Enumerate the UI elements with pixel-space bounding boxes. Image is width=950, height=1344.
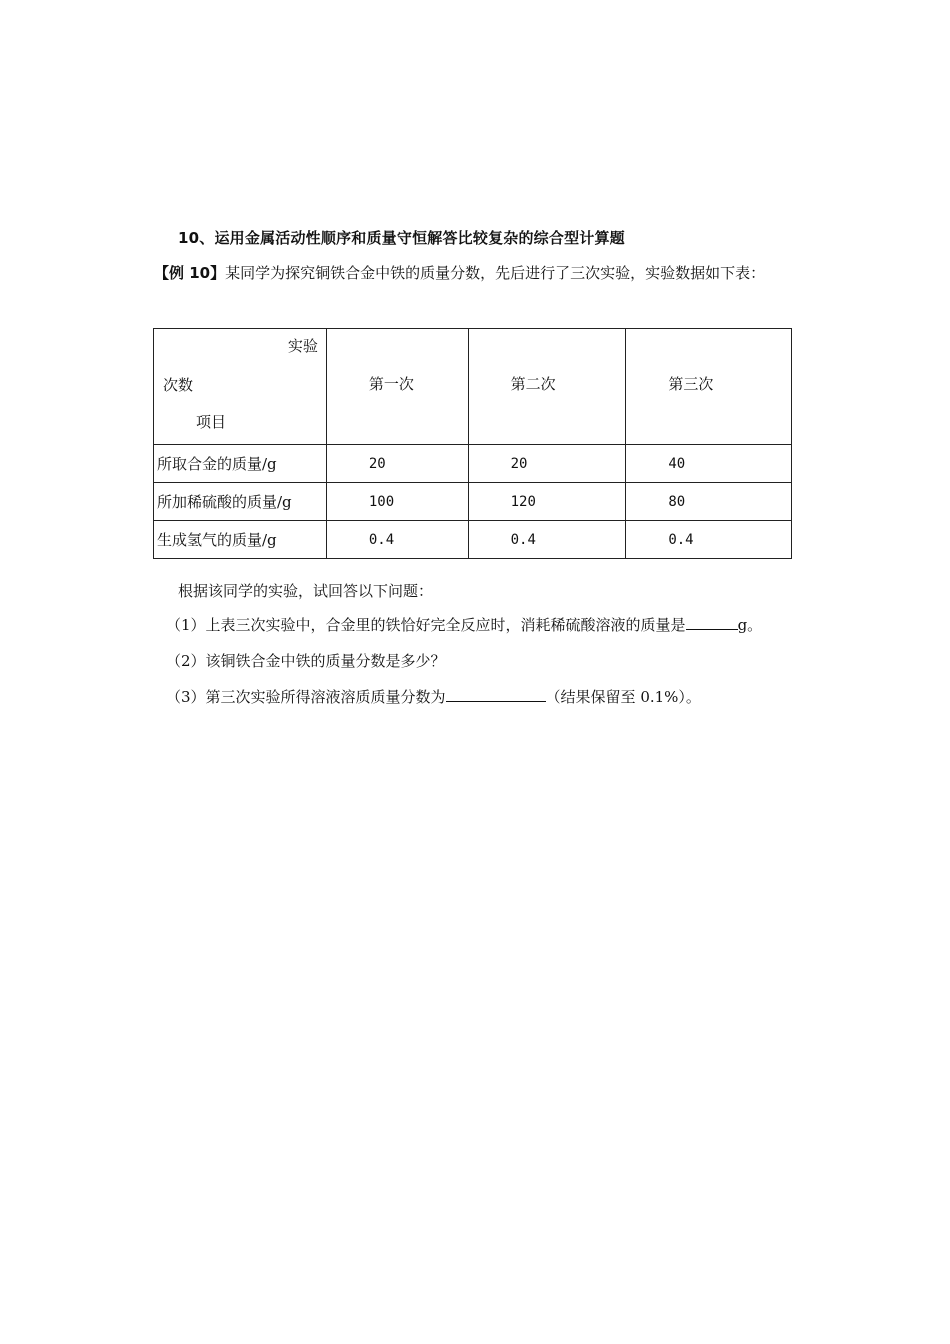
row-label: 所取合金的质量/g <box>154 445 327 483</box>
section-heading: 10、运用金属活动性顺序和质量守恒解答比较复杂的综合型计算题 <box>178 229 625 247</box>
answer-blank-3 <box>446 688 546 702</box>
answer-blank-1 <box>686 616 738 630</box>
question-1-text: （1）上表三次实验中，合金里的铁恰好完全反应时，消耗稀硫酸溶液的质量是 <box>166 616 686 634</box>
table-cell: 20 <box>468 445 626 483</box>
question-3-text: （3）第三次实验所得溶液溶质质量分数为 <box>166 688 446 706</box>
example-text: 某同学为探究铜铁合金中铁的质量分数，先后进行了三次实验，实验数据如下表： <box>225 264 766 282</box>
row-label: 所加稀硫酸的质量/g <box>154 483 327 521</box>
table-cell: 0.4 <box>626 521 792 559</box>
column-header-1: 第一次 <box>326 329 468 445</box>
question-2: （2）该铜铁合金中铁的质量分数是多少？ <box>166 652 446 670</box>
question-1-unit: g。 <box>737 616 763 634</box>
example-tag: 【例 10】 <box>154 264 226 282</box>
table-cell: 20 <box>326 445 468 483</box>
diag-label-count: 次数 <box>163 376 194 394</box>
table-header-row <box>154 329 792 445</box>
table-row <box>154 445 792 483</box>
question-1 <box>166 614 762 635</box>
row-label: 生成氢气的质量/g <box>154 521 327 559</box>
column-header-2: 第二次 <box>468 329 626 445</box>
table-cell: 120 <box>468 483 626 521</box>
experiment-table <box>153 328 792 559</box>
table-cell: 100 <box>326 483 468 521</box>
diag-label-item: 项目 <box>196 413 227 431</box>
table-cell: 80 <box>626 483 792 521</box>
column-header-3: 第三次 <box>626 329 792 445</box>
table-row <box>154 483 792 521</box>
table-cell: 0.4 <box>468 521 626 559</box>
diag-label-experiment: 实验 <box>287 337 318 355</box>
table-row <box>154 521 792 559</box>
diagonal-header-cell <box>154 329 327 445</box>
table-cell: 40 <box>626 445 792 483</box>
table-cell: 0.4 <box>326 521 468 559</box>
intro-text: 根据该同学的实验，试回答以下问题： <box>178 582 434 600</box>
example-paragraph <box>154 262 765 283</box>
question-3-note: （结果保留至 0.1%）。 <box>545 688 701 706</box>
question-3 <box>166 686 701 707</box>
